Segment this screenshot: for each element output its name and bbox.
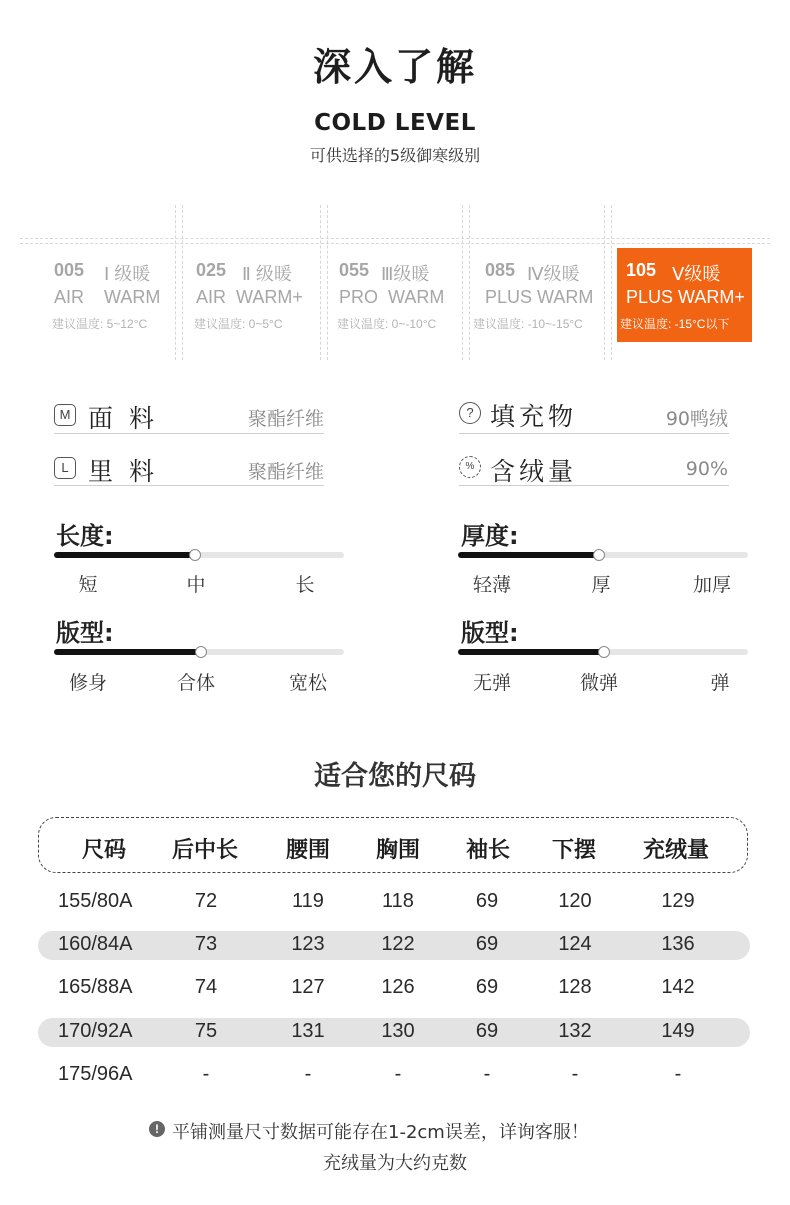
grid-line [20,238,770,239]
filling-value: 90鸭绒 [665,408,728,430]
fabric-label: 面 料 [88,404,158,433]
level-temp: 建议温度: -10~-15°C [473,317,583,331]
tick-label: 无弹 [472,672,511,694]
table-cell: 122 [381,933,415,955]
level-warm: PLUS WARM+ [626,287,745,307]
level-grade: Ⅳ级暖 [527,264,580,284]
table-cell: 120 [558,890,592,912]
table-cell: 73 [194,933,218,955]
lining-value: 聚酯纤维 [247,461,324,483]
table-cell: - [394,1063,402,1085]
tick-label: 微弹 [579,672,618,694]
table-cell: - [304,1063,312,1085]
tick-label: 中 [186,574,206,596]
table-cell: 142 [661,976,695,998]
table-cell-size: 155/80A [58,890,133,912]
header-size: 尺码 [81,838,126,863]
table-cell: 74 [194,976,218,998]
filling-label: 填充物 [490,402,578,431]
fabric-value: 聚酯纤维 [247,408,324,430]
table-cell: 75 [194,1020,218,1042]
table-cell: 126 [381,976,415,998]
level-temp: 建议温度: 0~5°C [194,317,283,331]
m-badge-icon: M [54,404,76,426]
fit-fill [54,649,202,655]
exclamation-icon: ! [149,1121,165,1137]
thickness-knob [593,549,605,561]
lining-label: 里 料 [88,457,158,486]
table-cell: 119 [292,890,324,912]
header-hem: 下摆 [551,838,596,863]
tick-label: 弹 [710,672,730,694]
tick-label: 加厚 [692,574,731,596]
cold-level-title: COLD LEVEL [314,110,476,136]
table-cell-size: 165/88A [58,976,133,998]
divider [459,433,729,434]
tick-label: 厚 [591,574,611,596]
header-sleeve: 袖长 [465,838,510,863]
elasticity-knob [598,646,610,658]
table-cell: 72 [194,890,218,912]
header-down-fill: 充绒量 [642,838,709,863]
length-title: 长度: [56,522,114,550]
elasticity-fill [458,649,606,655]
table-cell: - [571,1063,579,1085]
table-cell: 149 [661,1020,695,1042]
level-temp: 建议温度: 0~-10°C [337,317,437,331]
tick-label: 修身 [68,672,107,694]
table-cell-size: 160/84A [58,933,133,955]
level-temp: 建议温度: 5~12°C [52,317,148,331]
table-cell: 130 [381,1020,415,1042]
tick-label: 长 [295,574,315,596]
tick-label: 合体 [176,672,215,694]
table-cell: 124 [558,933,592,955]
table-cell: 127 [291,976,325,998]
table-cell: 69 [475,890,499,912]
level-code: 005 [54,260,85,280]
level-code: 025 [196,260,227,280]
table-cell: 118 [382,890,414,912]
divider [54,485,324,486]
percent-gauge-icon: % [459,456,481,478]
level-warm: AIR WARM [54,287,161,307]
table-cell: - [202,1063,210,1085]
warmth-level-2 [196,250,336,340]
table-cell: 69 [475,976,499,998]
question-badge-icon: ? [459,402,481,424]
fit-knob [195,646,207,658]
table-cell: 69 [475,1020,499,1042]
header-back-length: 后中长 [171,838,238,863]
table-cell: 132 [558,1020,592,1042]
fit-title: 版型: [56,619,114,647]
level-grade: Ⅱ 级暖 [242,264,292,284]
thickness-title: 厚度: [461,522,519,550]
grid-line [20,243,770,244]
table-cell-size: 170/92A [58,1020,133,1042]
page-title: 深入了解 [312,45,477,89]
warmth-level-3 [339,250,479,340]
elasticity-title: 版型: [461,619,519,647]
level-grade: Ⅴ级暖 [672,264,721,284]
warmth-level-4 [473,250,625,340]
l-badge-icon: L [54,457,76,479]
level-code: 105 [626,260,657,280]
divider [459,485,729,486]
size-section-title: 适合您的尺码 [314,761,476,792]
down-content-value: 90% [685,458,728,480]
level-grade: Ⅲ级暖 [381,264,430,284]
table-cell: 123 [291,933,325,955]
table-cell-size: 175/96A [58,1063,133,1085]
level-grade: Ⅰ 级暖 [104,264,151,284]
table-cell: 69 [475,933,499,955]
table-cell: - [483,1063,491,1085]
level-temp: 建议温度: -15°C以下 [620,317,730,331]
measurement-note: 平铺测量尺寸数据可能存在1-2cm误差，详询客服！ [172,1122,589,1143]
level-warm: AIR WARM+ [196,287,303,307]
level-code: 055 [339,260,370,280]
warmth-level-5-selected [617,248,752,342]
thickness-fill [458,552,600,558]
tick-label: 轻薄 [472,574,511,596]
warmth-level-1 [54,250,194,340]
table-cell: 129 [661,890,695,912]
table-cell: 136 [661,933,695,955]
level-warm: PLUS WARM [485,287,594,307]
down-fill-note: 充绒量为大约克数 [323,1153,467,1174]
divider [54,433,324,434]
table-cell: - [674,1063,682,1085]
header-waist: 腰围 [285,838,330,863]
level-code: 085 [485,260,516,280]
down-content-label: 含绒量 [490,457,578,486]
tick-label: 短 [78,574,98,596]
cold-level-subtitle: 可供选择的5级御寒级别 [309,146,481,165]
table-cell: 131 [291,1020,325,1042]
length-knob [189,549,201,561]
table-cell: 128 [558,976,592,998]
tick-label: 宽松 [288,672,327,694]
header-chest: 胸围 [375,838,420,863]
level-warm: PRO WARM [339,287,445,307]
length-fill [54,552,196,558]
